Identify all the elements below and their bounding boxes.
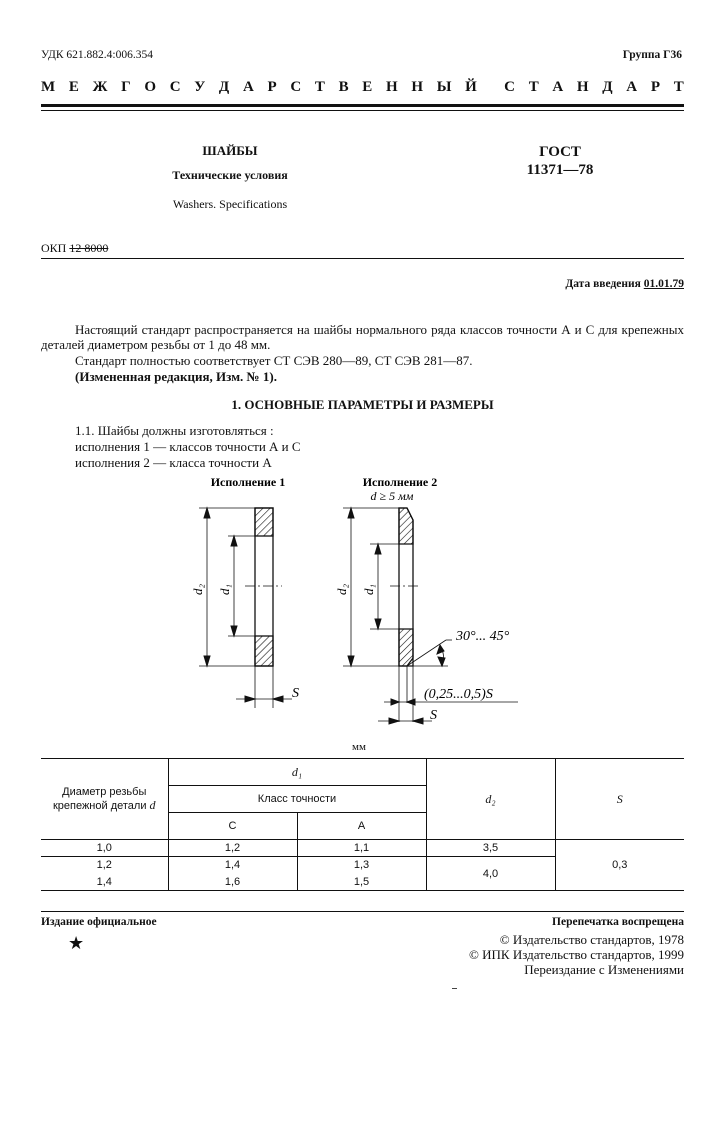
cell-d: 1,0 — [41, 840, 168, 857]
cell-d2: 3,5 — [426, 840, 555, 857]
official-edition: Издание официальное — [41, 916, 157, 928]
conformity-paragraph: Стандарт полностью соответствует СТ СЭВ 280—89, СТ СЭВ 281—87. — [75, 353, 473, 368]
document-title: ШАЙБЫ — [202, 143, 258, 158]
d1-label-2: d₁ — [361, 583, 376, 595]
banner-letter: Ы — [436, 79, 452, 95]
banner-letter: О — [144, 79, 156, 95]
reissue-note: Переиздание с Изменениями — [524, 962, 684, 977]
copyright-1999: © ИПК Издательство стандартов, 1999 — [469, 947, 684, 962]
cell-class-a: 1,5 — [297, 874, 426, 891]
banner-letter: Д — [218, 79, 230, 95]
reprint-notice: Перепечатка воспрещена — [552, 916, 684, 928]
banner-letter: А — [626, 79, 638, 95]
thread-diameter-header — [41, 759, 168, 840]
class-a-header: А — [297, 813, 426, 840]
banner-letter: Н — [385, 79, 398, 95]
banner-letter: М — [41, 79, 56, 95]
okp-label: ОКП — [41, 241, 67, 255]
class-header: Класс точности — [168, 786, 426, 813]
cell-class-c: 1,2 — [168, 840, 297, 857]
group-code: Группа Г36 — [622, 49, 682, 61]
document-subtitle: Технические условия — [172, 168, 288, 182]
stray-mark — [452, 988, 457, 989]
s-label-2: S — [430, 708, 437, 723]
d2-label-2: d₂ — [334, 583, 349, 595]
copyright-1978: © Издательство стандартов, 1978 — [499, 932, 684, 947]
variant-1-label: Исполнение 1 — [210, 475, 286, 489]
d2-header: d₂ — [426, 759, 555, 840]
d1-label-1: d₁ — [217, 583, 232, 595]
banner-letter: С — [504, 79, 515, 95]
header-rule-thin — [41, 110, 684, 111]
banner-letter: Н — [576, 79, 589, 95]
banner-letter: Т — [314, 79, 325, 95]
variant-1-text: исполнения 1 — классов точности А и С — [75, 439, 301, 454]
table-row — [41, 840, 684, 857]
cell-d: 1,4 — [41, 874, 168, 891]
variant-2-text: исполнения 2 — класса точности А — [75, 455, 272, 470]
banner-letter: С — [290, 79, 302, 95]
cell-class-c: 1,6 — [168, 874, 297, 891]
banner-letter: Д — [602, 79, 613, 95]
star-icon: ★ — [68, 933, 85, 953]
amendment-note: (Измененная редакция, Изм. № 1). — [75, 369, 277, 384]
chamfer-size-label: (0,25...0,5)S — [424, 687, 493, 702]
udk-code: УДК 621.882.4:006.354 — [41, 49, 153, 61]
chamfer-angle-label: 30°... 45° — [456, 629, 510, 644]
interstate-standard-banner — [41, 79, 684, 96]
variant-1-drawing — [199, 508, 292, 708]
english-title: Washers. Specifications — [172, 197, 288, 211]
banner-letter: Т — [673, 79, 684, 95]
intro-paragraph: Настоящий стандарт распространяется на шайбы нормального ряда классов точности А и С для крепежных деталей диаметром резьбы от 1 до 48 мм. — [41, 322, 684, 352]
variant-2-label: Исполнение 2 — [362, 475, 438, 489]
banner-letter: У — [194, 79, 206, 95]
effective-date — [565, 278, 684, 290]
thread-diameter-symbol: d — [149, 797, 156, 812]
effective-date-value: 01.01.79 — [643, 278, 684, 290]
banner-letter: Е — [362, 79, 373, 95]
effective-date-label: Дата введения — [565, 278, 641, 290]
footer-rule — [41, 911, 684, 912]
banner-letter: А — [552, 79, 564, 95]
banner-letter: Р — [650, 79, 660, 95]
thread-diameter-header-text: Диаметр резьбы крепежной детали — [52, 785, 147, 812]
banner-letter: Н — [411, 79, 423, 95]
dimensions-table — [41, 758, 684, 891]
banner-letter: Р — [267, 79, 277, 95]
cell-class-c: 1,4 — [168, 857, 297, 874]
banner-letter: Й — [465, 79, 477, 95]
cell-class-a: 1,3 — [297, 857, 426, 874]
gost-designation — [500, 143, 620, 179]
okp-rule — [41, 258, 684, 259]
section-heading: 1. ОСНОВНЫЕ ПАРАМЕТРЫ И РАЗМЕРЫ — [231, 397, 494, 412]
cell-d2: 4,0 — [426, 857, 555, 891]
clause-1-1: 1.1. Шайбы должны изготовляться : — [75, 423, 274, 438]
okp-value: 12 8000 — [69, 241, 109, 255]
gost-number: 11371—78 — [526, 162, 594, 178]
unit-label: мм — [352, 741, 366, 753]
class-c-header: С — [168, 813, 297, 840]
gost-label: ГОСТ — [539, 144, 581, 160]
d1-header: d₁ — [168, 759, 426, 786]
cell-d: 1,2 — [41, 857, 168, 874]
banner-letter: С — [169, 79, 181, 95]
washer-drawing — [0, 470, 726, 740]
banner-letter: Е — [68, 79, 79, 95]
banner-letter: Т — [528, 79, 539, 95]
cell-class-a: 1,1 — [297, 840, 426, 857]
banner-letter: В — [338, 79, 349, 95]
s-header: S — [555, 759, 684, 840]
s-label-1: S — [292, 686, 299, 701]
banner-letter: А — [242, 79, 254, 95]
okp-code — [41, 241, 108, 256]
banner-letter: Г — [121, 79, 131, 95]
d2-label-1: d₂ — [190, 583, 205, 595]
variant-2-condition: d ≥ 5 мм — [370, 489, 414, 503]
cell-s: 0,3 — [555, 840, 684, 891]
banner-letter: Ж — [92, 79, 108, 95]
header-rule-thick — [41, 104, 684, 107]
